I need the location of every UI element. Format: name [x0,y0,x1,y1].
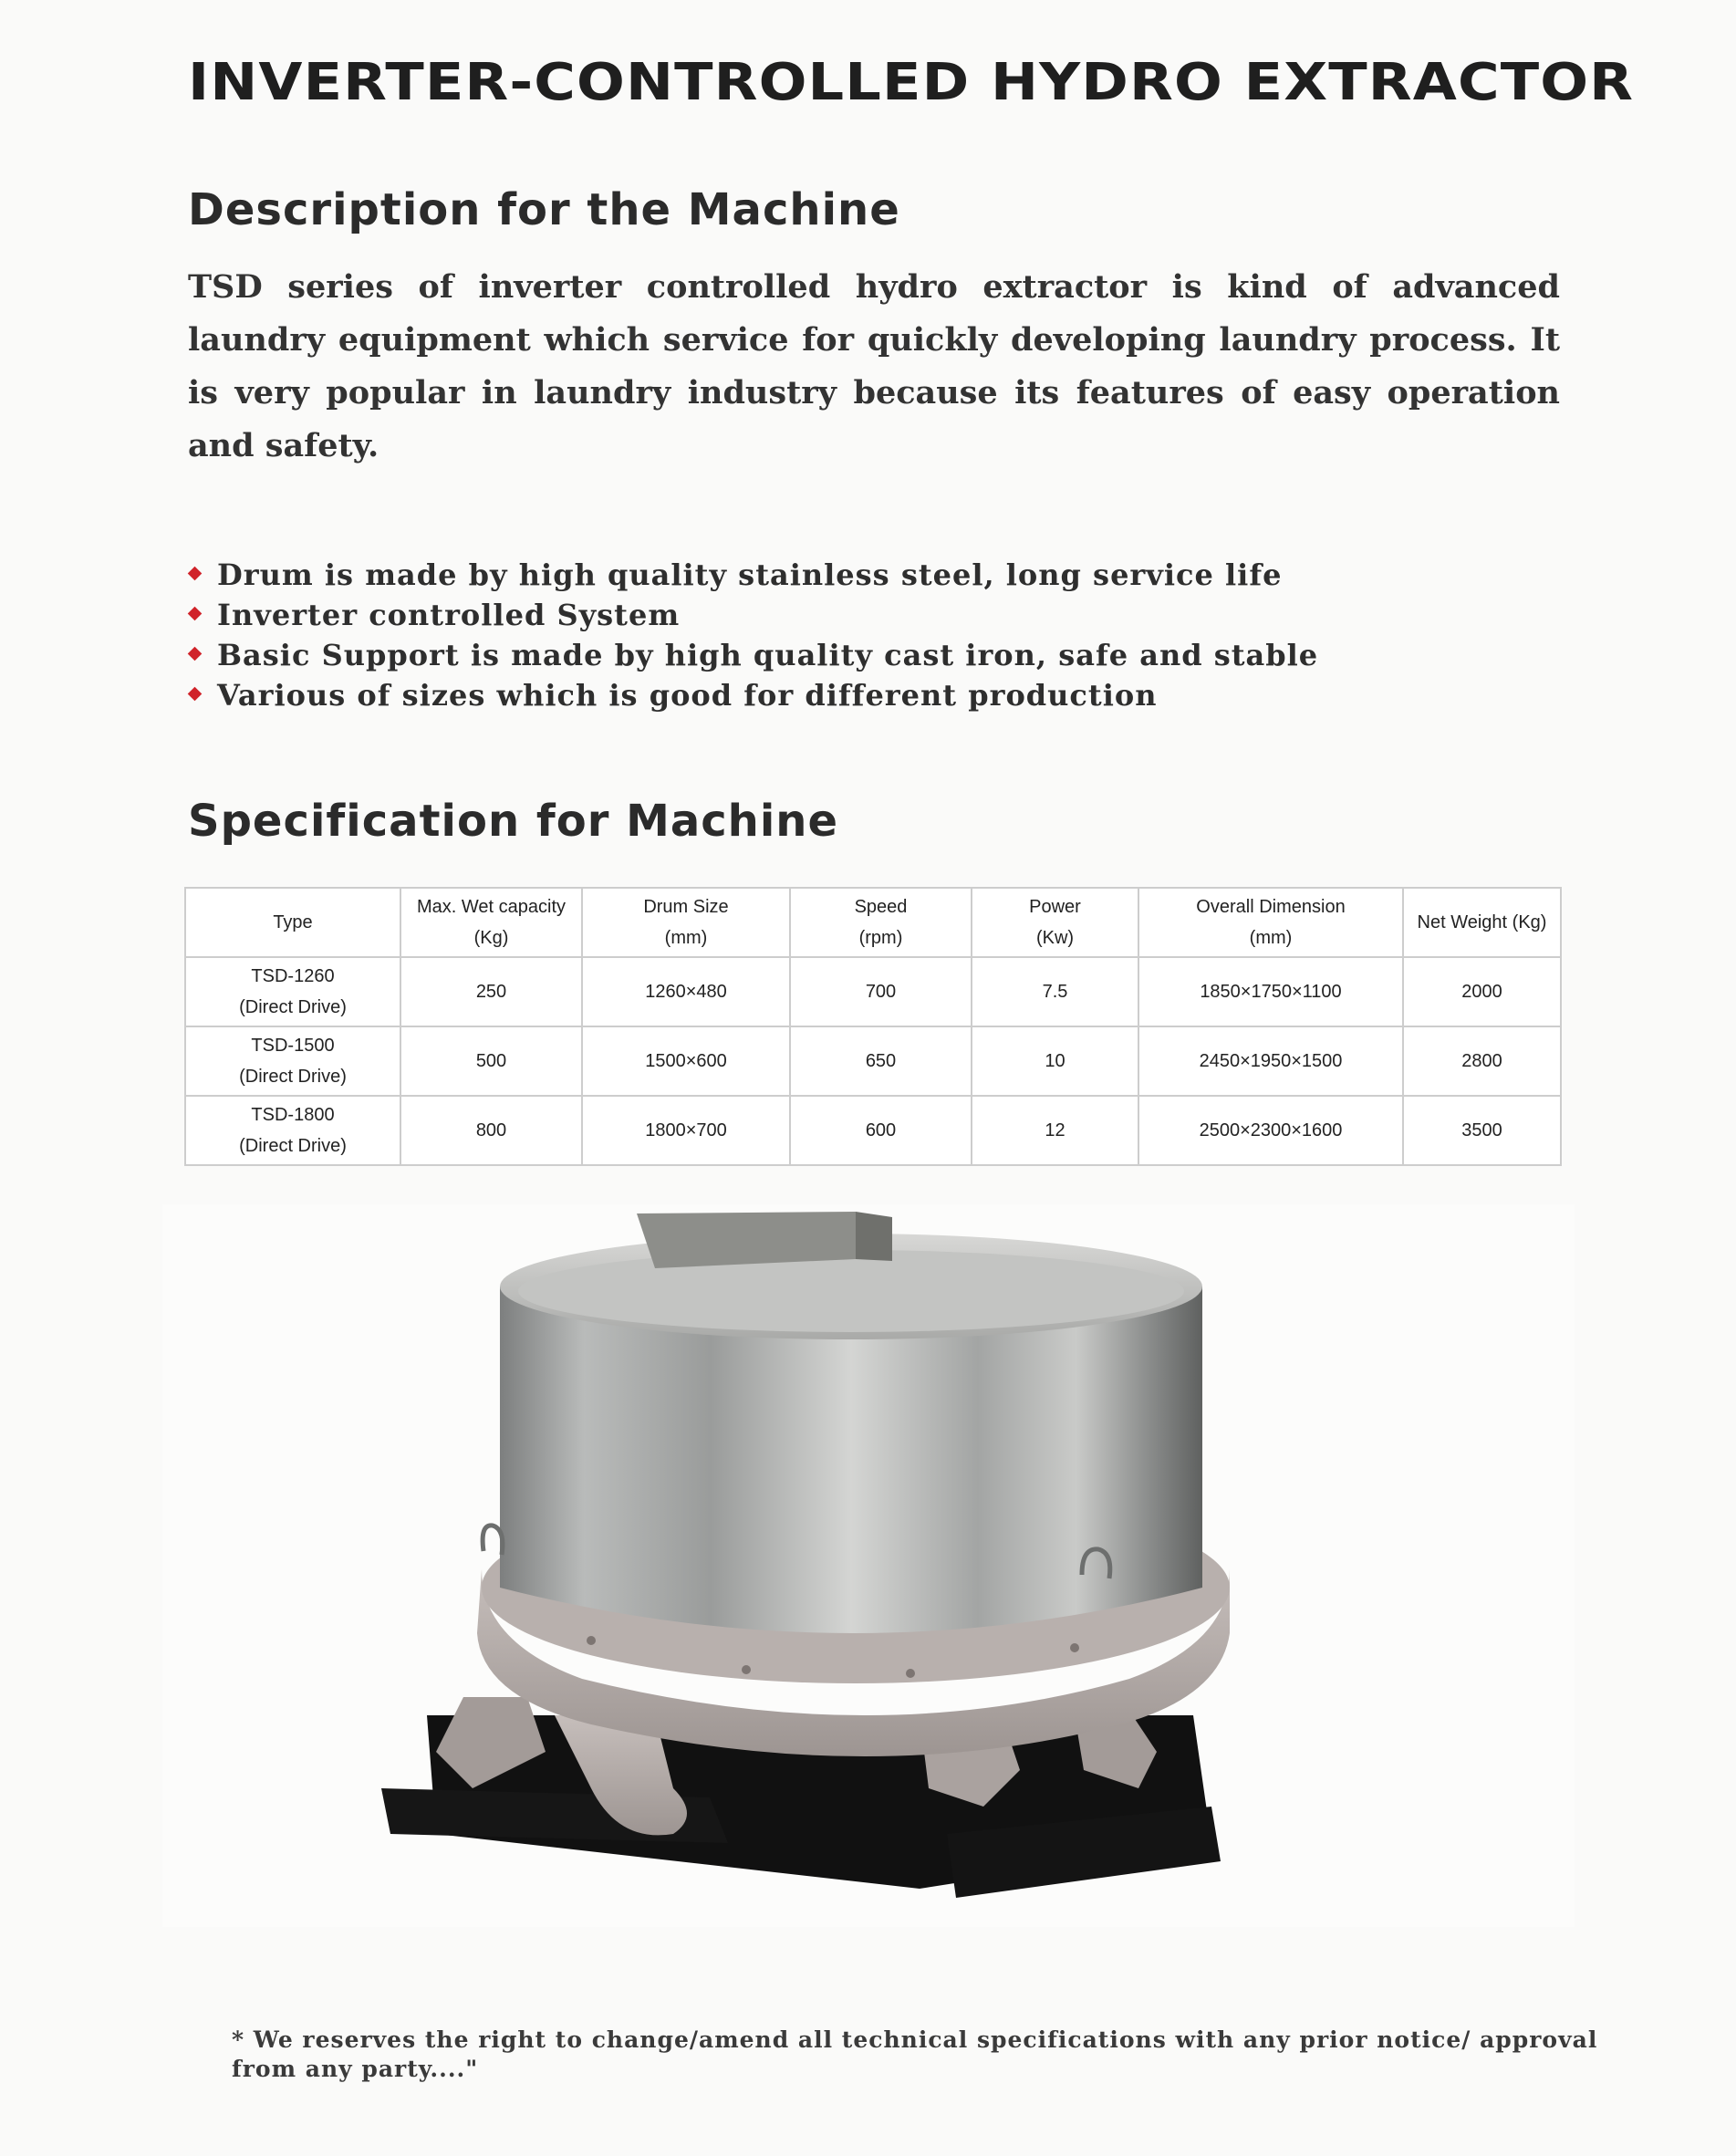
table-header-row [185,888,1561,957]
cell-dimension: 1850×1750×1100 [1138,957,1403,1026]
column-header-drum-size: Drum Size (mm) [582,888,790,957]
cell-capacity: 250 [400,957,582,1026]
feature-item [188,595,1318,635]
cell-drum-size: 1800×700 [582,1096,790,1165]
feature-item [188,555,1318,595]
specification-heading: Specification for Machine [188,796,839,847]
feature-text: Various of sizes which is good for different production [217,678,1158,713]
diamond-bullet-icon [188,567,203,581]
diamond-bullet-icon [188,647,203,661]
cell-drum-size: 1260×480 [582,957,790,1026]
feature-text: Drum is made by high quality stainless steel, long service life [217,557,1283,592]
machine-photo [162,1204,1575,1927]
cell-power: 7.5 [972,957,1138,1026]
diamond-bullet-icon [188,607,203,621]
description-heading: Description for the Machine [188,184,900,235]
cell-weight: 3500 [1403,1096,1561,1165]
cell-weight: 2000 [1403,957,1561,1026]
table-row [185,1026,1561,1096]
column-header-weight: Net Weight (Kg) [1403,888,1561,957]
feature-text: Basic Support is made by high quality cast iron, safe and stable [217,638,1319,672]
feature-list [188,555,1318,715]
cell-type: TSD-1500 (Direct Drive) [185,1026,400,1096]
table-row [185,1096,1561,1165]
cell-power: 12 [972,1096,1138,1165]
column-header-dimension: Overall Dimension (mm) [1138,888,1403,957]
disclaimer-line-1: * We reserves the right to change/amend all technical specifications with any prior notice/ approval [232,2026,1598,2053]
column-header-power: Power (Kw) [972,888,1138,957]
cell-dimension: 2500×2300×1600 [1138,1096,1403,1165]
feature-text: Inverter controlled System [217,598,681,632]
disclaimer-note [232,2026,1600,2084]
cell-weight: 2800 [1403,1026,1561,1096]
cell-speed: 700 [790,957,972,1026]
cell-drum-size: 1500×600 [582,1026,790,1096]
cell-type: TSD-1260 (Direct Drive) [185,957,400,1026]
page-title: INVERTER-CONTROLLED HYDRO EXTRACTOR [188,53,1635,112]
cell-capacity: 500 [400,1026,582,1096]
hydro-extractor-illustration [162,1204,1575,1927]
column-header-type: Type [185,888,400,957]
cell-speed: 650 [790,1026,972,1096]
feature-item [188,675,1318,715]
cell-speed: 600 [790,1096,972,1165]
description-text: TSD series of inverter controlled hydro extractor is kind of advanced laundry equipment which service for quickly developing laundry process. It is very popular in laundry industry because its features of easy operation and safety. [188,268,1560,464]
feature-item [188,635,1318,675]
column-header-speed: Speed (rpm) [790,888,972,957]
table-row [185,957,1561,1026]
cell-capacity: 800 [400,1096,582,1165]
column-header-capacity: Max. Wet capacity (Kg) [400,888,582,957]
diamond-bullet-icon [188,687,203,702]
cell-power: 10 [972,1026,1138,1096]
disclaimer-line-2: from any party...." [232,2056,479,2082]
cell-type: TSD-1800 (Direct Drive) [185,1096,400,1165]
specification-table [184,887,1562,1166]
cell-dimension: 2450×1950×1500 [1138,1026,1403,1096]
